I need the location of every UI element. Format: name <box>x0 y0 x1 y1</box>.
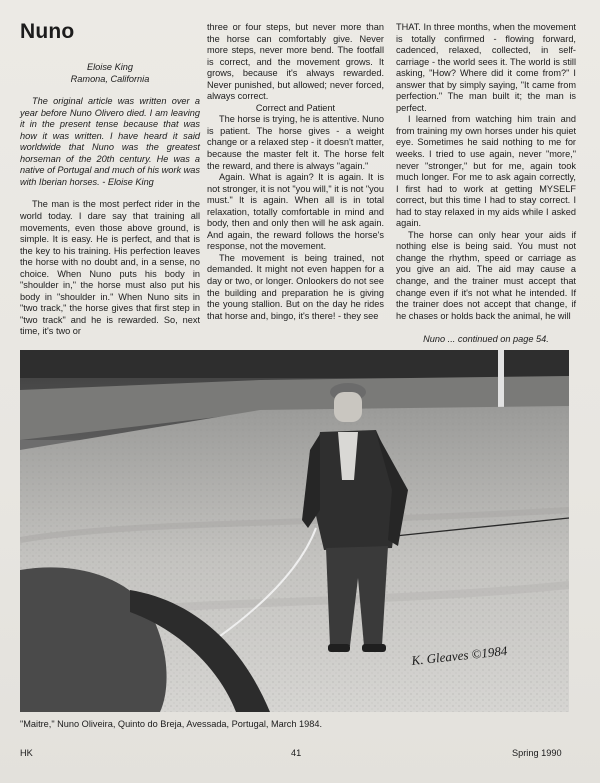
author-name: Eloise King <box>87 62 133 72</box>
author-location: Ramona, California <box>70 73 150 84</box>
photo-signature: K. Gleaves ©1984 <box>410 643 508 668</box>
text-column-2 <box>207 22 384 322</box>
text-column-3 <box>396 22 576 346</box>
editor-intro: The original article was written over a year before Nuno Olivero died. I am leaving it in the present tense because that was how it was written. I have heard it said worldwide that Nuno was the greatest horseman of the 20th century. He was a native of Portugal and much of his work was with Iberian horses. - Eloise King <box>20 96 200 187</box>
photo-illustration <box>20 350 569 712</box>
paragraph: The man is the most perfect rider in the world today. I dare say that training all movements, even those above ground, is simple. It is easy. He is perfect, and that is the key to his training. His perfection leaves the horse with no doubt and, in a sense, no choice. When Nuno puts his body in "shoulder in," the horse must also put his body in "shoulder in." When Nuno sits in "two track," the horse gives that first step in "two track" and he is rewarded. So, next time, it's two or <box>20 199 200 337</box>
article-photo <box>20 350 569 712</box>
footer-publication: HK <box>20 748 33 758</box>
paragraph: three or four steps, but never more than the horse can comfortably give. Never more steps, never more bend. The footfall is correct, and the movement grows. It grows, because it's always rewarded. Never punished, but allowed; never forced, always correct. <box>207 22 384 102</box>
footer-issue: Spring 1990 <box>512 748 562 758</box>
section-subhead: Correct and Patient <box>255 102 336 113</box>
text-column-1 <box>20 62 200 338</box>
paragraph: THAT. In three months, when the movement is totally confirmed - flowing forward, cadenced, relaxed, collected, in self-carriage - the world sees it. The world is still asking, "How? Where did it come from?" I answer that by simply saying, "It came from perfection." The man built it; the man is perfect. <box>396 22 576 113</box>
paragraph: The horse is trying, he is attentive. Nuno is patient. The horse gives - a weight change or a relaxed step - it doesn't matter, because the master felt it. The horse felt the reward, and there is always "again." <box>207 114 384 171</box>
paragraph: I learned from watching him train and from training my own horses under his quiet eye. Sometimes he said nothing to me for weeks. I tried to use again, never "more," never "stronger," but for me, again took much longer. For me to ask again correctly, I first had to work at getting MYSELF correct, but this time I had to stay correct. I had to stay relaxed in my aids while I asked again. <box>396 114 576 229</box>
paragraph: Again. What is again? It is again. It is not stronger, it is not "you will," it is not "you must." It is again. When all is in total relaxation, totally comfortable in mind and body, then and only then will he ask again. And again, the reward follows the horse's response, not the movement. <box>207 172 384 252</box>
paragraph: The movement is being trained, not demanded. It might not even happen for a day or two, or longer. Onlookers do not see the building and preparation he is giving the young stallion. But on the day he rides that horse and, bingo, it's there! - they see <box>207 252 384 321</box>
footer-page-number: 41 <box>291 748 302 758</box>
paragraph: The horse can only hear your aids if nothing else is being said. You must not change the rhythm, speed or carriage as you give an aid. The aid may cause a change, and the trainer must accept that change even if it's not what he intended. If the trainer does not accept that change, if he chases or holds back the animal, he will <box>396 229 576 321</box>
continued-note: Nuno ... continued on page 54. <box>423 334 549 345</box>
article-title: Nuno <box>20 20 75 43</box>
photo-caption: "Maitre," Nuno Oliveira, Quinto do Breja, Avessada, Portugal, March 1984. <box>20 719 323 729</box>
